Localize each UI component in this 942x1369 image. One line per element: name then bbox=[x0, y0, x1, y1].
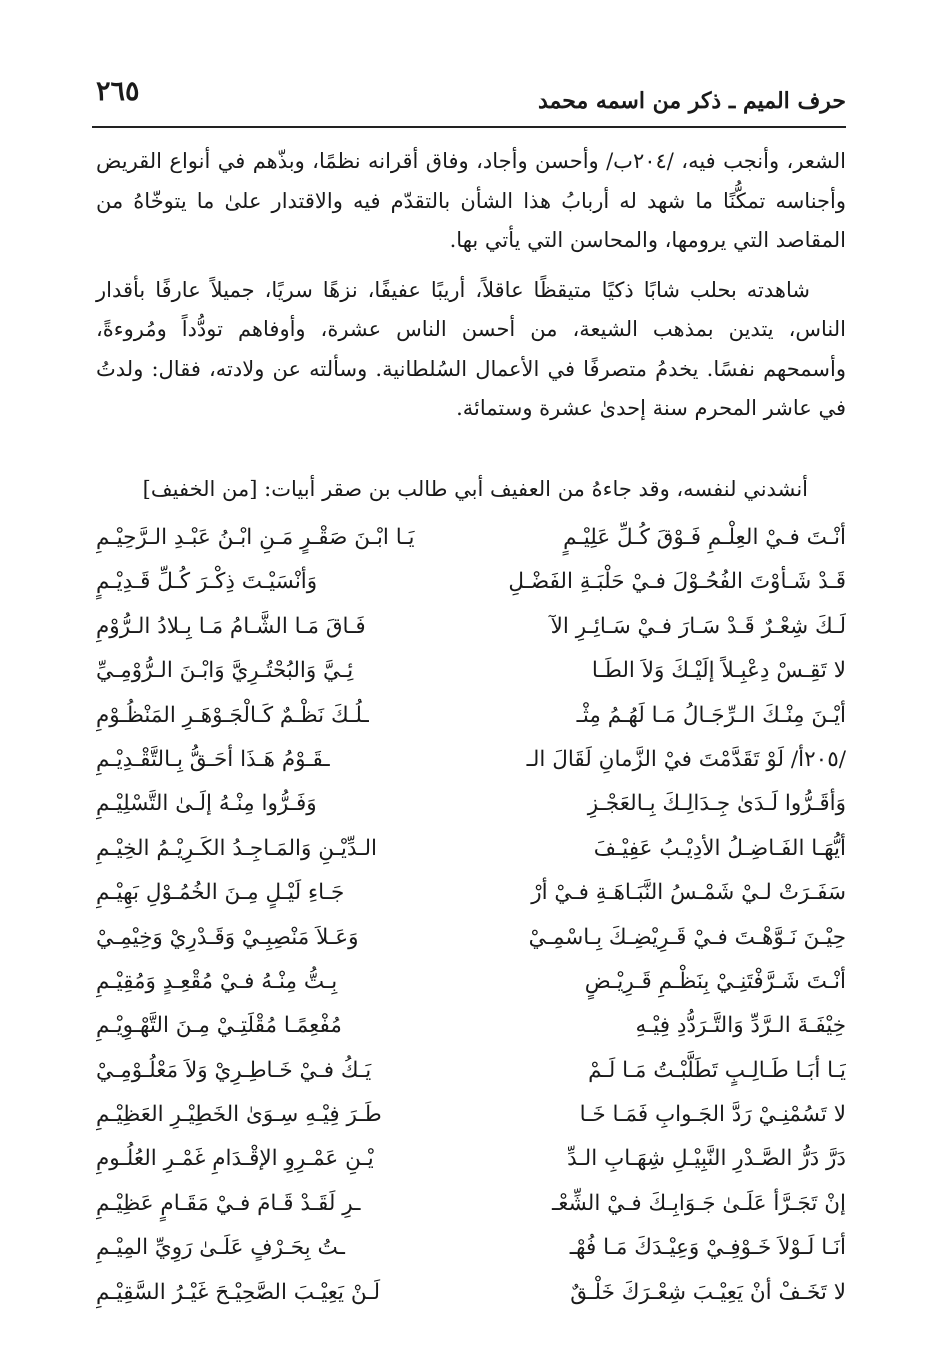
first-hemistich: أنَـا لَـوْلاَ خَـوْفِـيْ وَعِيْـدَكَ مَـا فُهْـ bbox=[569, 1235, 846, 1261]
verse-line bbox=[96, 560, 846, 604]
first-hemistich: إنْ تَجَـرَّأ عَلَـىٰ جَـوَابِـكَ فـيْ الشِّعْـ bbox=[551, 1190, 846, 1216]
second-hemistich: لَـنْ يَعِيْـبَ الصَّحِيْـحَ غَيْـرُ السَّقِيْـمِ bbox=[96, 1279, 381, 1305]
first-hemistich: أيْـنَ مِنْـكَ الـرِّجَـالُ مَـا لَهُـمُ مِثْـ bbox=[576, 702, 846, 728]
second-hemistich: يْـنِ عَمْـرِوِ الإقْـدَامِ غَمْـرِ العُلُـومِ bbox=[96, 1146, 374, 1172]
verse-line bbox=[96, 1226, 846, 1270]
first-hemistich: لا تَخَـفْ أنْ يَعِيْـبَ شِعْـرَكَ خَلْـقٌ bbox=[570, 1279, 846, 1305]
verse-line bbox=[96, 1093, 846, 1137]
verse-line bbox=[96, 1137, 846, 1181]
second-hemistich: وَأنْسَيْـتَ ذِكْـرَ كُـلِّ قَـدِيْـمٍ bbox=[96, 569, 318, 595]
page-number: ٢٦٥ bbox=[96, 76, 140, 107]
verse-line bbox=[96, 1049, 846, 1093]
second-hemistich: وَفَـرُّوا مِنْـهُ إلَـىٰ التَّسْلِيْـمِ bbox=[96, 791, 317, 817]
prose-body bbox=[96, 142, 846, 429]
verse-line bbox=[96, 871, 846, 915]
verse-line bbox=[96, 516, 846, 560]
second-hemistich: وَعَـلاَ مَنْصِبِـيْ وَقَـدْرِيْ وَخِيْمِـيْ bbox=[96, 924, 359, 950]
first-hemistich: /٢٠٥أ/ لَوْ تَقَدَّمْتَ فيْ الزَّمانِ لَقَالَ الـ bbox=[526, 746, 846, 772]
second-hemistich: طَـرَ فِيْـهِ سِـوَىٰ الخَطِيْـرِ العَظِيْـمِ bbox=[96, 1102, 382, 1128]
first-hemistich: يَـا أبَـا طَـالِـبٍ تَطَلَّبْـتُ مَـا لَـمْ bbox=[588, 1057, 846, 1083]
verse-line bbox=[96, 1182, 846, 1226]
first-hemistich: وَأقَـرُّوا لَـدَىٰ جِـدَالِـكَ بِـالعَجْـزِ bbox=[587, 791, 846, 817]
second-hemistich: ـقَـوْمُ هَـذَا أحَـقُّ بِـالتَّقْـدِيْـمِ bbox=[96, 746, 330, 772]
verse-line bbox=[96, 738, 846, 782]
first-hemistich: لا تَسُمْنِـيْ رَدَّ الجَـوابِ فَمَـا خَـا bbox=[579, 1102, 846, 1128]
paragraph: شاهدته بحلب شابًا ذكيًا متيقظًا عاقلاً، أريبًا عفيفًا، نزهًا سريًا، جميلاً عارفًا بأقدار الناس، يتدين بمذهب الشيعة، من أحسن الناس عشرة، وأوفاهم تودُّداً ومُروءةً، وأسمحهم نفسًا. يخدمُ متصرفًا في الأعمال السُلطانية. وسألته عن ولادته، فقال: ولدتُ في عاشر المحرم سنة إحدىٰ عشرة وستمائة. bbox=[96, 277, 846, 420]
verse-line bbox=[96, 960, 846, 1004]
verse-line bbox=[96, 916, 846, 960]
second-hemistich: مُفْعِمًـا مُقْلَتِـيْ مِـنَ التَّهْـوِيْـمِ bbox=[96, 1013, 342, 1039]
second-hemistich: بِـتُّ مِنْـهُ فـيْ مُقْعِـدٍ وَمُقِيْـمِ bbox=[96, 968, 338, 994]
poem-introduction: أنشدني لنفسه، وقد جاءهُ من العفيف أبي طالب بن صقر أبيات: [من الخفيف] bbox=[142, 477, 808, 501]
first-hemistich: أنْـتَ فـيْ العِلْـمِ فَـوْقَ كُـلِّ عَلِيْـمٍ bbox=[563, 525, 846, 550]
paragraph: الشعر، وأنجب فيه، /٢٠٤ب/ وأحسن وأجاد، وفاق أقرانه نظمًا، وبذّهم في أنواع القريض وأجناسه تمكُّنًا ما شهد له أربابُ هذا الشأن بالتقدّم فيه والاقتدار علىٰ ما يتوخّاهُ من المقاصد التي يرومها، والمحاسن التي يأتي بها. bbox=[96, 149, 846, 252]
verse-line bbox=[96, 827, 846, 871]
verse-line bbox=[96, 649, 846, 693]
second-hemistich: ـرِ لَقَـدْ قَـامَ فـيْ مَقَـامٍ عَظِيْـمِ bbox=[96, 1190, 361, 1216]
second-hemistich: ـتُ بِحَـرْفٍ عَلَـىٰ رَوِيِّ المِيْـمِ bbox=[96, 1235, 345, 1261]
second-hemistich: ـلُـكَ نَظْـمٌ كَـالْجَـوْهَـرِ المَنْظُـوْمِ bbox=[96, 702, 369, 728]
first-hemistich: حِيْـنَ نَـوَّهْـتَ فـيْ قَـرِيْضِـكَ بِـاسْمِـيْ bbox=[528, 924, 846, 950]
page-header bbox=[92, 70, 846, 128]
verse-line bbox=[96, 1271, 846, 1315]
second-hemistich: جَـاءِ لَيْـلٍ مِـنَ الخُمُـوْلِ بَهِيْـمِ bbox=[96, 880, 345, 906]
verse-line bbox=[96, 1004, 846, 1048]
first-hemistich: قَـدْ شَـأوْتَ الفُحُـوْلَ فـيْ حَلْبَـةِ الفَضْـلِ bbox=[508, 569, 846, 595]
verse-line bbox=[96, 605, 846, 649]
second-hemistich: فَـاقَ مَـا الشَّـامُ مَـا بِـلادُ الـرُّوْمِ bbox=[96, 613, 366, 639]
verse-line bbox=[96, 694, 846, 738]
running-title: حرف الميم ـ ذكر من اسمه محمد bbox=[537, 88, 846, 114]
first-hemistich: أيُّهَـا الفَـاضِـلُ الأدِيْـبُ عَفِيْـفَ bbox=[593, 835, 846, 861]
first-hemistich: لَـكَ شِعْـرٌ قَـدْ سَـارَ فـيْ سَـائِـرِ الآ bbox=[550, 613, 846, 639]
second-hemistich: الـدِّيْـنِ وَالمَـاجِـدُ الكَـرِيْـمُ الخِيْـمِ bbox=[96, 835, 377, 861]
second-hemistich: ئِـيَّ وَالبُحْتُـرِيَّ وَابْـنَ الـرُّوْمِـيِّ bbox=[96, 658, 354, 684]
second-hemistich: يَـكُ فـيْ خَـاطِـرِيْ وَلاَ مَعْلُـوْمِـيْ bbox=[96, 1057, 372, 1083]
second-hemistich: يَـا ابْـنَ صَقْـرٍ مَـنِ ابْـنُ عَبْـدِ الـرَّحِيْـمِ bbox=[96, 525, 415, 550]
poem bbox=[96, 516, 846, 1315]
verse-line bbox=[96, 782, 846, 826]
first-hemistich: دَرَّ دَرُّ الصَّـدْرِ النَّبِيْـلِ شِهَـابِ الـدِّ bbox=[567, 1146, 846, 1172]
first-hemistich: أنْـتَ شَـرَّفْتَنِـيْ بِنَظْـمِ قَـرِيْـضٍ bbox=[584, 968, 846, 994]
first-hemistich: سَفَـرَتْ لـيْ شَمْـسُ النَّبَـاهَـةِ فـيْ أرْ bbox=[531, 880, 846, 906]
first-hemistich: لا تَقِـسْ دِعْبِـلاً إلَيْـكَ وَلاَ الطَـا bbox=[591, 658, 846, 684]
first-hemistich: خِيْفَـةَ الـرَّدِّ وَالتَّـرَدُّدِ فِيْـهِ bbox=[635, 1013, 846, 1039]
